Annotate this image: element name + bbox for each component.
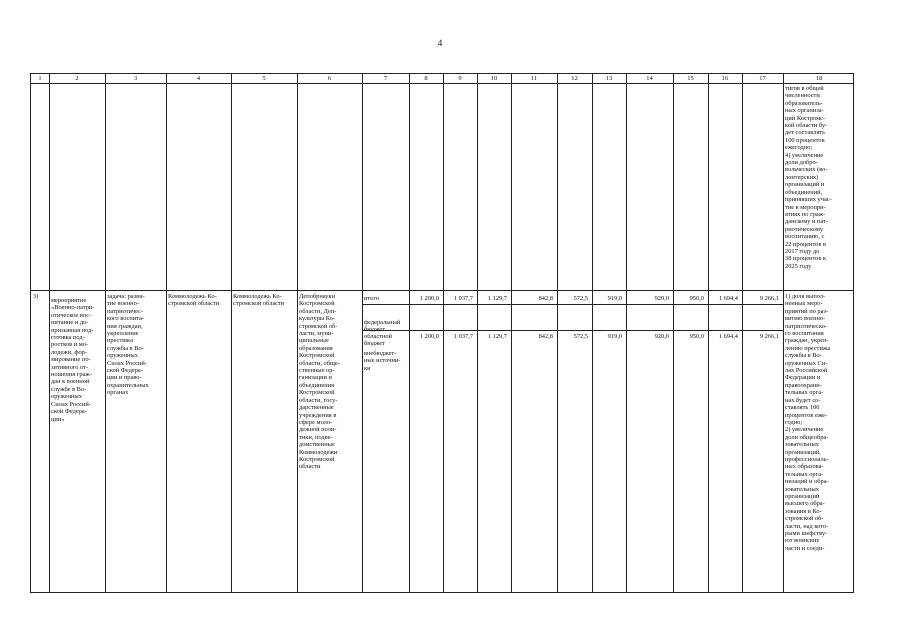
funding-source-label: областной бюджет [364, 333, 392, 348]
co-executor: Коммолодежь Ко- стромской области [233, 293, 285, 308]
funding-value: 1 129,7 [487, 295, 507, 302]
column-header-11: 11 [530, 75, 538, 82]
funding-value: 950,0 [689, 295, 704, 302]
participants: Депобрнауки Костромской области, Деп- культуры Ко- стромской об- ласти, муни- ципальные образования Костромской области, обще- ственные ор- ганизации и объединения Костромской области, госу- дарственные учреждения в сфере моло- дежной поли- тики, подве- домственные Коммолодежи Костромской области [299, 293, 340, 471]
funding-value: 1 129,7 [487, 333, 507, 340]
goal-indicators: 1) доля выпол- ненных меро- приятий по раз- витию военно- патриотическо- го воспитания граждан, укреп- лению престижа службы в Во- оруженных Си- лах Российской Федерации и правоохрани- тельных орга- нах будет со- ставлять 100 процентов еже- годно; 2) увеличение доли общеобра- зовательных организаций, профессиональ- ных образова- тельных орга- низаций и обра- зовательных организаций высшего обра- зования в Ко- стромской об- ласти, над кото- рыми шефству- ют воинские части и соеди- [785, 293, 831, 552]
row-divider [31, 290, 853, 291]
column-header-12: 12 [571, 75, 578, 82]
column-header-10: 10 [490, 75, 498, 82]
column-header-15: 15 [687, 75, 694, 82]
funding-value: 1 037,7 [453, 295, 473, 302]
column-divider [783, 74, 784, 592]
task-description: задача: разви- тие военно- патриотичес- кого воспита- ния граждан, укрепление престижа службы в Во- оруженных Силах Россий- ской Федера- ции и право- охранительных органах [107, 293, 149, 397]
funding-source-label: внебюджет- ные источни- ки [364, 350, 401, 372]
funding-value: 1 037,7 [453, 333, 473, 340]
funding-value: 1 694,4 [718, 333, 738, 340]
column-header-3: 3 [133, 75, 138, 82]
goal-indicators-continued: тигов в общей численности образователь- ных организа- ций Костромс- кой области бу- дет составлять 100 процентов ежегодно; 4) увеличение доли добро- вольческих (во- лонтерских) организаций и объединений, принявших учас- тие в меропри- ятиях по граж- данскому и пат- риотическому воспитанию, с 22 процентов в 2017 году до 38 процентов к 2025 году [785, 85, 832, 270]
funding-value: 919,0 [607, 295, 622, 302]
funding-value: 950,0 [689, 333, 704, 340]
responsible-executor: Коммолодежь Ко- стромской области [168, 293, 220, 308]
row-number: 3) [33, 293, 39, 300]
column-header-14: 14 [646, 75, 653, 82]
column-header-2: 2 [75, 75, 79, 82]
source-row-divider [362, 304, 783, 305]
column-header-7: 7 [383, 75, 388, 82]
funding-value: 920,0 [654, 295, 669, 302]
column-header-9: 9 [458, 75, 462, 82]
funding-value: 1 200,0 [419, 333, 439, 340]
column-header-5: 5 [262, 75, 266, 82]
column-divider [231, 74, 232, 592]
column-header-13: 13 [605, 75, 613, 82]
funding-value: 842,8 [538, 333, 553, 340]
funding-value: 572,5 [573, 295, 588, 302]
funding-value: 1 200,0 [419, 295, 439, 302]
column-divider [105, 74, 106, 592]
funding-value: 1 694,4 [718, 295, 738, 302]
column-header-8: 8 [424, 75, 428, 82]
funding-value: 842,8 [538, 295, 553, 302]
source-row-divider [362, 330, 783, 331]
budget-table [30, 73, 854, 593]
funding-source-label: итого [364, 295, 379, 302]
funding-value: 919,0 [607, 333, 622, 340]
funding-value: 920,0 [654, 333, 669, 340]
column-header-16: 16 [721, 75, 729, 82]
funding-value: 9 266,1 [759, 295, 779, 302]
column-header-18: 18 [815, 75, 823, 82]
funding-source-label: федеральный бюджет [364, 319, 401, 334]
column-header-6: 6 [327, 75, 332, 82]
activity-name: мероприятие «Военно-патри- отическое вос- питание и до- призывная под- готовка под- ростков и мо- лодежи, фор- мирование по- зитивного от- ношения граж- дан к военной службе в Во- оруженных Силах Россий- ской Федера- ции» [51, 297, 95, 423]
column-header-4: 4 [196, 75, 201, 82]
funding-value: 572,5 [573, 333, 588, 340]
column-divider [362, 74, 363, 592]
column-divider [49, 74, 50, 592]
column-header-17: 17 [759, 75, 766, 82]
page-number: 4 [437, 38, 443, 48]
column-divider [297, 74, 298, 592]
column-header-1: 1 [38, 75, 42, 82]
funding-value: 9 266,1 [759, 333, 779, 340]
column-divider [166, 74, 167, 592]
header-divider [31, 83, 853, 84]
